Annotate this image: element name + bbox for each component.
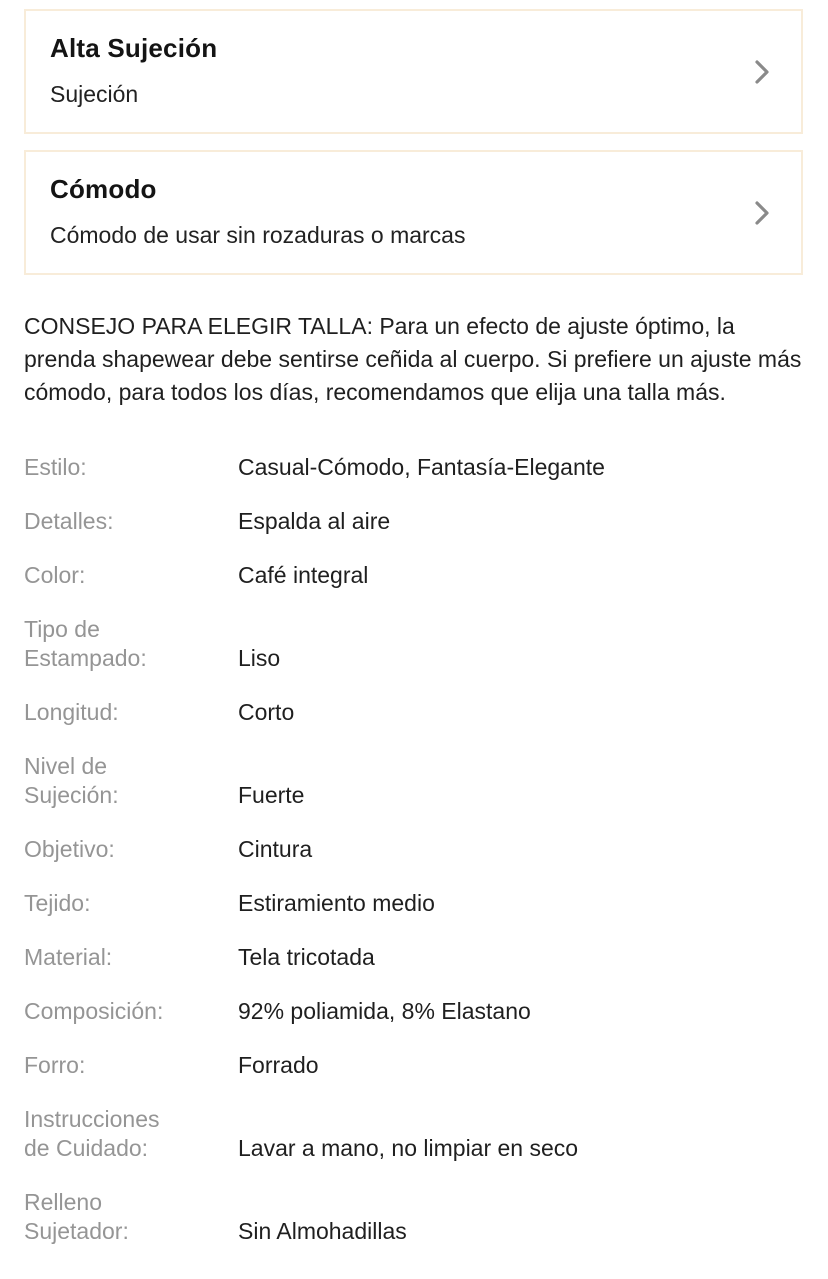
attribute-label: Longitud: [24, 699, 119, 725]
attribute-label: Nivel de Sujeción: [24, 753, 119, 808]
attribute-row [24, 889, 804, 918]
attribute-row [24, 615, 804, 673]
feature-cards-section [0, 0, 828, 275]
feature-card-title: Cómodo [50, 174, 157, 204]
attribute-value: Fuerte [238, 782, 305, 808]
feature-card-subtitle: Sujeción [50, 81, 139, 107]
attribute-label: Instrucciones de Cuidado: [24, 1106, 160, 1161]
attribute-row [24, 997, 804, 1026]
attribute-value: Estiramiento medio [238, 890, 435, 916]
attribute-row [24, 698, 804, 727]
size-tip-paragraph: CONSEJO PARA ELEGIR TALLA: Para un efecto de ajuste óptimo, la prenda shapewear debe sentirse ceñida al cuerpo. Si prefiere un ajuste más cómodo, para todos los días, recomendamos que elija una talla más. [24, 313, 802, 405]
attribute-value: 92% poliamida, 8% Elastano [238, 998, 531, 1024]
attribute-value: Espalda al aire [238, 508, 391, 534]
attribute-value: Corto [238, 699, 295, 725]
attribute-row [24, 1051, 804, 1080]
attribute-label: Estilo: [24, 454, 87, 480]
attribute-value: Cintura [238, 836, 313, 862]
attribute-label: Composición: [24, 998, 164, 1024]
attribute-label: Tipo de Estampado: [24, 616, 147, 671]
attribute-label: Material: [24, 944, 113, 970]
attribute-value: Lavar a mano, no limpiar en seco [238, 1135, 579, 1161]
attribute-row [24, 835, 804, 864]
attribute-value: Café integral [238, 562, 369, 588]
chevron-right-icon [755, 201, 770, 225]
attribute-label: Detalles: [24, 508, 114, 534]
attribute-row [24, 752, 804, 810]
chevron-right-icon [755, 60, 770, 84]
attribute-row [24, 1105, 804, 1163]
attribute-value: Sin Almohadillas [238, 1218, 407, 1244]
attribute-row [24, 507, 804, 536]
feature-card-subtitle: Cómodo de usar sin rozaduras o marcas [50, 222, 466, 248]
attribute-row [24, 1188, 804, 1246]
attribute-label: Tejido: [24, 890, 91, 916]
attributes-table [24, 453, 804, 1246]
attribute-value: Liso [238, 645, 281, 671]
attribute-label: Relleno Sujetador: [24, 1189, 129, 1244]
feature-card-support[interactable] [24, 9, 803, 134]
attribute-row [24, 561, 804, 590]
attribute-value: Casual-Cómodo, Fantasía-Elegante [238, 454, 605, 480]
attribute-value: Forrado [238, 1052, 319, 1078]
feature-card-title: Alta Sujeción [50, 33, 218, 63]
attribute-label: Forro: [24, 1052, 86, 1078]
feature-card-comfort[interactable] [24, 150, 803, 275]
attribute-label: Color: [24, 562, 86, 588]
attribute-value: Tela tricotada [238, 944, 375, 970]
attribute-row [24, 453, 804, 482]
attribute-row [24, 943, 804, 972]
attribute-label: Objetivo: [24, 836, 115, 862]
